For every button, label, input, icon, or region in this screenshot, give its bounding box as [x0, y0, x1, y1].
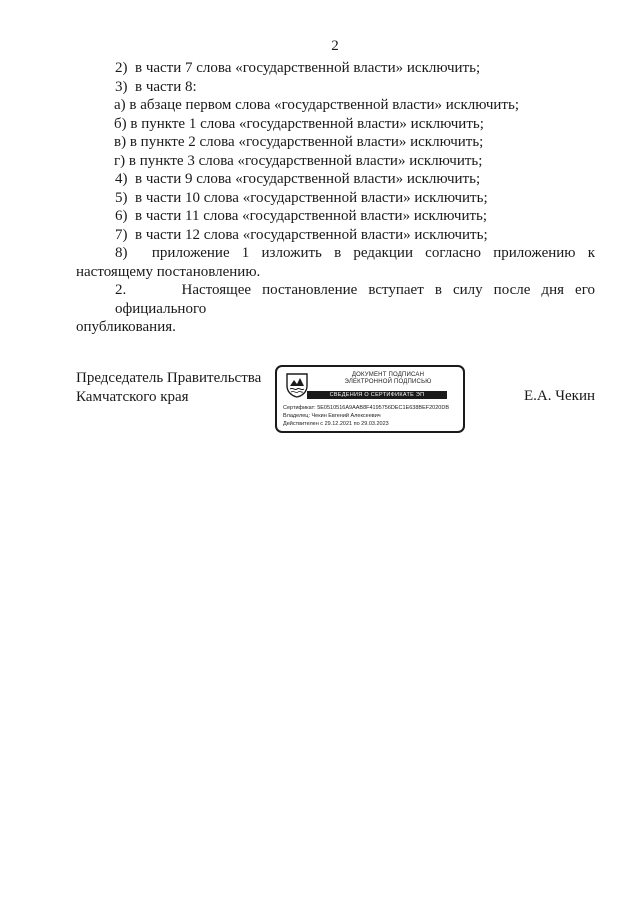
signer-name: Е.А. Чекин — [524, 388, 595, 404]
electronic-signature-stamp — [275, 365, 465, 433]
amendment-item: 7) в части 12 слова «государственной власти» исключить; — [115, 226, 488, 243]
certificate-details — [283, 404, 449, 428]
effective-date-paragraph-continuation: опубликования. — [76, 319, 176, 335]
signer-title-line: Камчатского края — [76, 389, 189, 405]
amendment-item: 6) в части 11 слова «государственной власти» исключить; — [115, 208, 488, 224]
certificate-info-bar: СВЕДЕНИЯ О СЕРТИФИКАТЕ ЭП — [307, 391, 447, 399]
amendment-subitem: в) в пункте 2 слова «государственной власти» исключить; — [114, 134, 484, 150]
amendment-subitem: а) в абзаце первом слова «государственной власти» исключить; — [114, 97, 519, 113]
certificate-validity: Действителен с 29.12.2021 по 29.03.2023 — [283, 421, 389, 427]
amendment-item: 5) в части 10 слова «государственной власти» исключить; — [115, 189, 488, 206]
signer-title — [76, 369, 261, 407]
stamp-header-line: ДОКУМЕНТ ПОДПИСАН — [351, 372, 425, 378]
stamp-header — [315, 372, 461, 386]
effective-date-paragraph-first-line: 2. Настоящее постановление вступает в силу после дня его официального — [115, 282, 595, 317]
stamp-header-line: ЭЛЕКТРОННОЙ ПОДПИСЬЮ — [344, 379, 432, 385]
amendment-subitem: б) в пункте 1 слова «государственной власти» исключить; — [114, 115, 484, 132]
amendment-list — [76, 59, 595, 337]
signer-title-line: Председатель Правительства — [76, 370, 262, 386]
certificate-owner: Владелец: Чекин Евгений Алексеевич — [283, 413, 381, 419]
amendment-item-8-continuation: настоящему постановлению. — [76, 263, 261, 280]
amendment-item-8-first-line: 8) приложение 1 изложить в редакции согласно приложению к — [115, 245, 595, 261]
coat-of-arms-icon — [285, 372, 309, 398]
amendment-subitem: г) в пункте 3 слова «государственной власти» исключить; — [114, 152, 483, 169]
amendment-item: 4) в части 9 слова «государственной власти» исключить; — [115, 171, 481, 187]
certificate-serial: Сертификат: 5E0510516A9AAB8F4195756DEC1E638BEF2020DB — [283, 405, 449, 411]
page-number: 2 — [331, 38, 339, 54]
amendment-item: 2) в части 7 слова «государственной власти» исключить; — [115, 60, 481, 76]
signature-block — [76, 369, 595, 439]
amendment-item: 3) в части 8: — [115, 78, 197, 95]
